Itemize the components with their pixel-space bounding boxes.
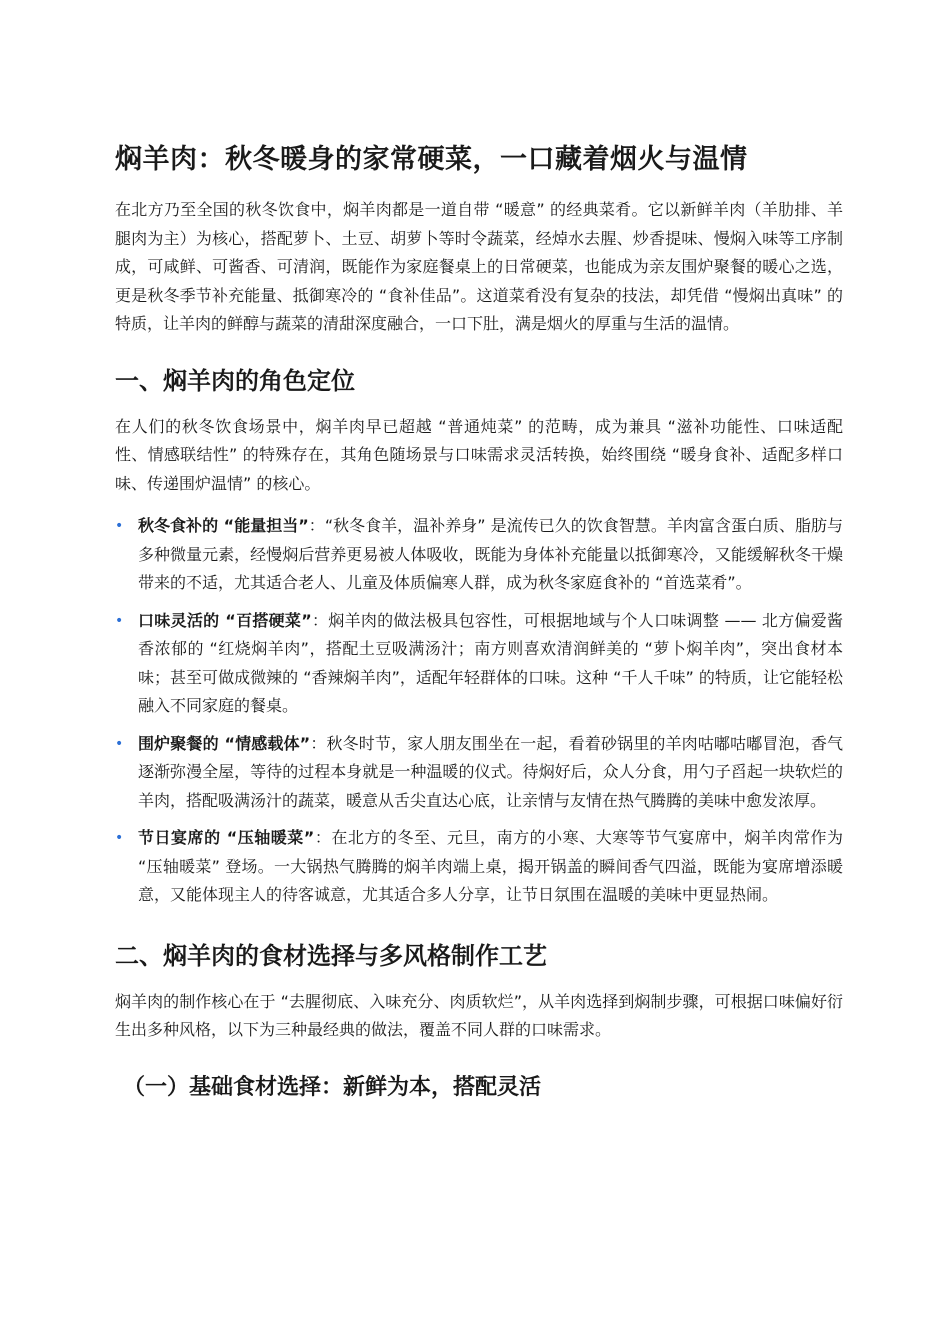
bullet-text: ：秋冬时节，家人朋友围坐在一起，看着砂锅里的羊肉咕嘟咕嘟冒泡，香气逐渐弥漫全屋，等待的过程本身就是一种温暖的仪式。待焖好后，众人分食，用勺子舀起一块软烂的羊肉，搭配吸满汤汁的蔬菜，暖意从舌尖直达心底，让亲情与友情在热气腾腾的美味中愈发浓厚。 bbox=[138, 733, 843, 810]
section-2-intro: 焖羊肉的制作核心在于 “去腥彻底、入味充分、肉质软烂”，从羊肉选择到焖制步骤，可根据口味偏好衍生出多种风格，以下为三种最经典的做法，覆盖不同人群的口味需求。 bbox=[115, 991, 843, 1039]
intro-paragraph: 在北方乃至全国的秋冬饮食中，焖羊肉都是一道自带 “暖意” 的经典菜肴。它以新鲜羊肉（羊肋排、羊腿肉为主）为核心，搭配萝卜、土豆、胡萝卜等时令蔬菜，经焯水去腥、炒香提味、慢焖入味等工序制成，可咸鲜、可酱香、可清润，既能作为家庭餐桌上的日常硬菜，也能成为亲友围炉聚餐的暖心之选，更是秋冬季节补充能量、抵御寒冷的 “食补佳品”。这道菜肴没有复杂的技法，却凭借 “慢焖出真味” 的特质，让羊肉的鲜醇与蔬菜的清甜深度融合，一口下肚，满是烟火的厚重与生活的温情。 bbox=[115, 200, 843, 333]
section-1-intro: 在人们的秋冬饮食场景中，焖羊肉早已超越 “普通炖菜” 的范畴，成为兼具 “滋补功能性、口味适配性、情感联结性” 的特殊存在，其角色随场景与口味需求灵活转换，始终围绕 “暖身食补、适配多样口味、传递围炉温情” 的核心。 bbox=[115, 416, 843, 493]
bullet-dot-icon: • bbox=[115, 518, 124, 534]
bullet-text: ：在北方的冬至、元旦，南方的小寒、大寒等节气宴席中，焖羊肉常作为 “压轴暖菜” 登场。一大锅热气腾腾的焖羊肉端上桌，揭开锅盖的瞬间香气四溢，既能为宴席增添暖意，又能体现主人的待客诚意，尤其适合多人分享，让节日氛围在温暖的美味中更显热闹。 bbox=[138, 828, 843, 904]
section-1-heading: 一、焖羊肉的角色定位 bbox=[115, 366, 355, 395]
bullet-item-energy bbox=[115, 512, 843, 598]
bullet-text: ：“秋冬食羊，温补养身” 是流传已久的饮食智慧。羊肉富含蛋白质、脂肪与多种微量元素，经慢焖后营养更易被人体吸收，既能为身体补充能量以抵御寒冷，又能缓解秋冬干燥带来的不适，尤其适合老人、儿童及体质偏寒人群，成为秋冬家庭食补的 “首选菜肴”。 bbox=[138, 516, 843, 592]
bullet-lead: 节日宴席的 “压轴暖菜” bbox=[138, 828, 315, 847]
bullet-item-festival bbox=[115, 824, 843, 910]
bullet-dot-icon: • bbox=[115, 735, 124, 752]
document-title: 焖羊肉：秋冬暖身的家常硬菜，一口藏着烟火与温情 bbox=[115, 144, 748, 175]
document-page bbox=[115, 140, 843, 1105]
bullet-lead: 秋冬食补的 “能量担当” bbox=[138, 516, 309, 535]
role-bullet-list bbox=[115, 512, 843, 910]
bullet-lead: 围炉聚餐的 “情感载体” bbox=[138, 733, 311, 753]
bullet-lead: 口味灵活的 “百搭硬菜” bbox=[138, 610, 312, 630]
bullet-item-gathering bbox=[115, 730, 843, 816]
section-2-subheading: （一）基础食材选择：新鲜为本，搭配灵活 bbox=[123, 1074, 542, 1100]
section-2-heading: 二、焖羊肉的食材选择与多风格制作工艺 bbox=[115, 941, 547, 970]
bullet-dot-icon: • bbox=[115, 612, 124, 629]
bullet-item-versatile bbox=[115, 607, 843, 721]
bullet-dot-icon: • bbox=[115, 830, 124, 846]
bullet-text: ：焖羊肉的做法极具包容性，可根据地域与个人口味调整 —— 北方偏爱酱香浓郁的 “红烧焖羊肉”，搭配土豆吸满汤汁；南方则喜欢清润鲜美的 “萝卜焖羊肉”，突出食材本味；甚至可做成微辣的 “香辣焖羊肉”，适配年轻群体的口味。这种 “千人千味” 的特质，让它能轻松融入不同家庭的餐桌。 bbox=[138, 610, 843, 715]
